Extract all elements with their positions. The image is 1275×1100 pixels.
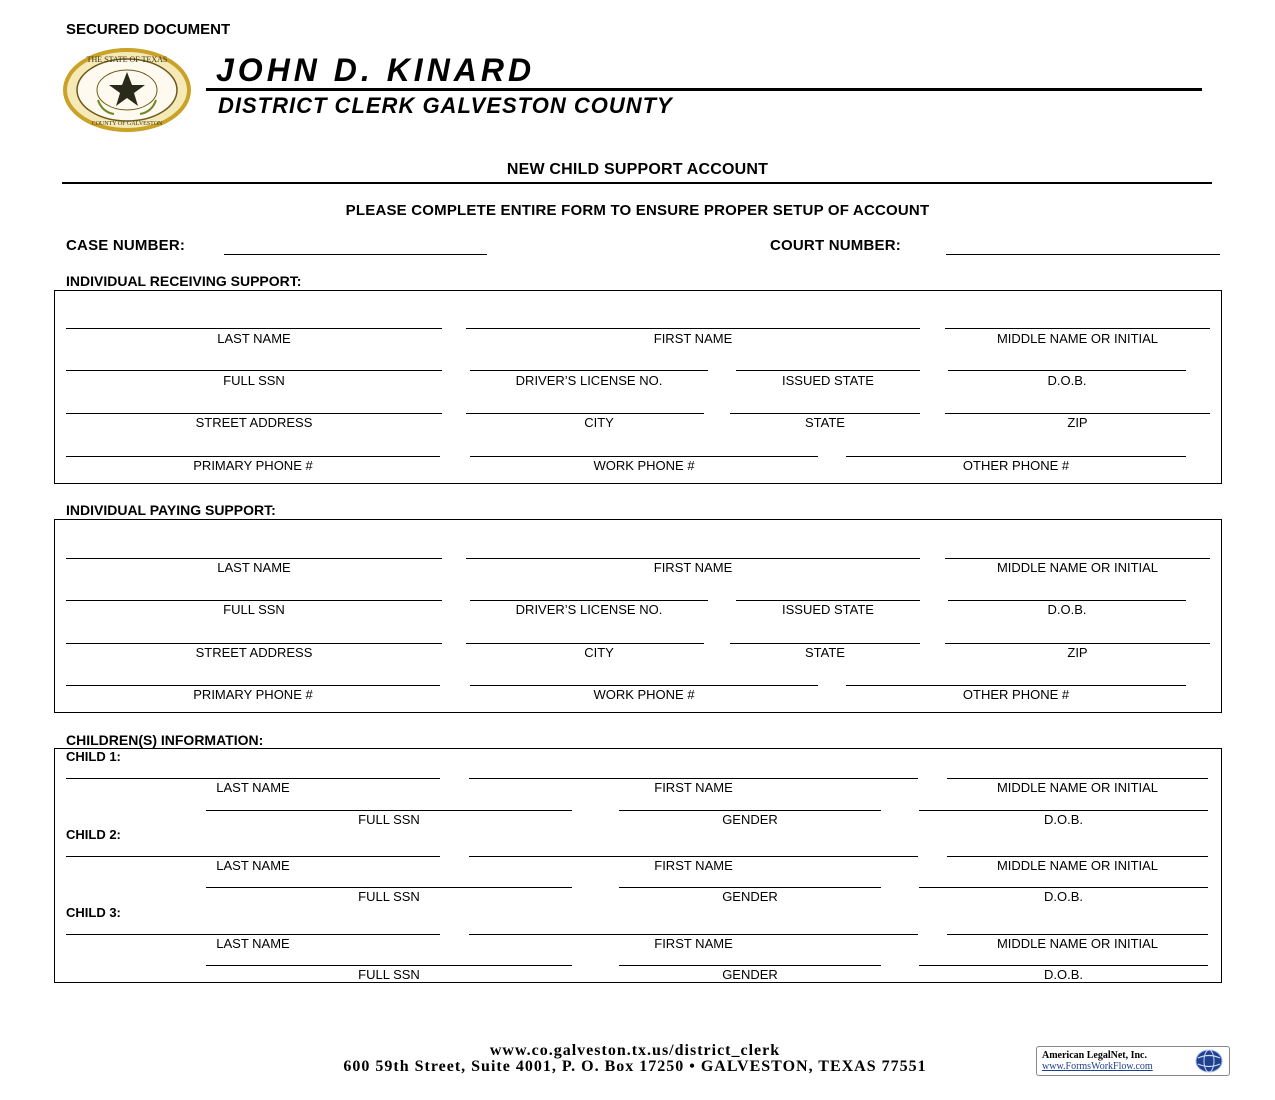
child-3-middle-name-field[interactable] (947, 934, 1208, 935)
child-1-dob-label: D.O.B. (1043, 812, 1083, 827)
title-rule (62, 182, 1212, 184)
footer-address: 600 59th Street, Suite 4001, P. O. Box 17250 • GALVESTON, TEXAS 77551 (343, 1058, 927, 1075)
paying-city-label: CITY (584, 645, 614, 660)
paying-street-label: STREET ADDRESS (195, 645, 313, 660)
child-3-first-name-field[interactable] (469, 934, 918, 935)
court-number-label: COURT NUMBER: (770, 237, 901, 254)
child-3-last-name-label: LAST NAME (216, 936, 290, 951)
child-3-dob-label: D.O.B. (1043, 967, 1083, 982)
receiving-ssn-field[interactable] (66, 370, 442, 371)
child-3-ssn-label: FULL SSN (358, 967, 420, 982)
receiving-last-name-label: LAST NAME (217, 331, 291, 346)
child-1-label: CHILD 1: (66, 749, 121, 764)
child-3-ssn-field[interactable] (206, 965, 572, 966)
receiving-ssn-label: FULL SSN (223, 373, 285, 388)
paying-last-name-label: LAST NAME (217, 560, 291, 575)
header-rule (206, 88, 1202, 91)
child-1-ssn-field[interactable] (206, 810, 572, 811)
child-2-dob-label: D.O.B. (1043, 889, 1083, 904)
badge-url[interactable]: www.FormsWorkFlow.com (1042, 1061, 1153, 1072)
paying-state-field[interactable] (730, 643, 920, 644)
case-number-field[interactable] (224, 254, 487, 255)
child-2-gender-field[interactable] (619, 887, 881, 888)
children-heading: CHILDREN(S) INFORMATION: (66, 732, 264, 748)
paying-city-field[interactable] (466, 643, 704, 644)
child-1-middle-name-field[interactable] (947, 778, 1208, 779)
seal-top-text: THE STATE OF TEXAS (86, 55, 168, 64)
paying-other-phone-label: OTHER PHONE # (962, 687, 1070, 702)
paying-street-field[interactable] (66, 643, 442, 644)
receiving-dl-field[interactable] (470, 370, 708, 371)
paying-work-phone-field[interactable] (470, 685, 818, 686)
child-2-first-name-field[interactable] (469, 856, 918, 857)
receiving-other-phone-label: OTHER PHONE # (962, 458, 1070, 473)
footer-website[interactable]: www.co.galveston.tx.us/district_clerk (489, 1042, 781, 1059)
child-2-ssn-field[interactable] (206, 887, 572, 888)
child-1-middle-name-label: MIDDLE NAME OR INITIAL (996, 780, 1159, 795)
receiving-state-field[interactable] (730, 413, 920, 414)
paying-primary-phone-field[interactable] (66, 685, 440, 686)
child-2-ssn-label: FULL SSN (358, 889, 420, 904)
child-2-label: CHILD 2: (66, 827, 121, 842)
case-number-label: CASE NUMBER: (66, 237, 186, 254)
paying-ssn-label: FULL SSN (223, 602, 285, 617)
form-instruction: PLEASE COMPLETE ENTIRE FORM TO ENSURE PROPER SETUP OF ACCOUNT (345, 202, 930, 219)
receiving-work-phone-field[interactable] (470, 456, 818, 457)
paying-state-label: STATE (805, 645, 845, 660)
child-1-gender-field[interactable] (619, 810, 881, 811)
receiving-city-label: CITY (584, 415, 614, 430)
paying-first-name-label: FIRST NAME (653, 560, 733, 575)
paying-middle-name-field[interactable] (945, 558, 1210, 559)
child-3-gender-field[interactable] (619, 965, 881, 966)
receiving-street-label: STREET ADDRESS (195, 415, 313, 430)
paying-work-phone-label: WORK PHONE # (593, 687, 695, 702)
paying-primary-phone-label: PRIMARY PHONE # (193, 687, 313, 702)
child-2-dob-field[interactable] (919, 887, 1208, 888)
receiving-zip-label: ZIP (1067, 415, 1088, 430)
receiving-first-name-label: FIRST NAME (653, 331, 733, 346)
paying-ssn-field[interactable] (66, 600, 442, 601)
receiving-first-name-field[interactable] (466, 328, 920, 329)
child-1-ssn-label: FULL SSN (358, 812, 420, 827)
paying-other-phone-field[interactable] (846, 685, 1186, 686)
receiving-issued-state-field[interactable] (736, 370, 920, 371)
child-3-gender-label: GENDER (722, 967, 778, 982)
paying-dl-label: DRIVER’S LICENSE NO. (515, 602, 663, 617)
receiving-dob-label: D.O.B. (1047, 373, 1087, 388)
receiving-state-label: STATE (805, 415, 845, 430)
form-title: NEW CHILD SUPPORT ACCOUNT (506, 161, 769, 178)
child-2-middle-name-label: MIDDLE NAME OR INITIAL (996, 858, 1159, 873)
child-2-first-name-label: FIRST NAME (654, 858, 733, 873)
paying-zip-label: ZIP (1067, 645, 1088, 660)
court-number-field[interactable] (946, 254, 1220, 255)
child-1-last-name-field[interactable] (66, 778, 440, 779)
receiving-dl-label: DRIVER’S LICENSE NO. (515, 373, 663, 388)
receiving-street-field[interactable] (66, 413, 442, 414)
receiving-work-phone-label: WORK PHONE # (593, 458, 695, 473)
child-2-gender-label: GENDER (722, 889, 778, 904)
paying-issued-state-field[interactable] (736, 600, 920, 601)
receiving-city-field[interactable] (466, 413, 704, 414)
child-1-gender-label: GENDER (722, 812, 778, 827)
paying-first-name-field[interactable] (466, 558, 920, 559)
paying-dl-field[interactable] (470, 600, 708, 601)
receiving-zip-field[interactable] (945, 413, 1210, 414)
paying-heading: INDIVIDUAL PAYING SUPPORT: (66, 502, 276, 518)
clerk-name: JOHN D. KINARD (216, 52, 536, 88)
paying-issued-state-label: ISSUED STATE (782, 602, 874, 617)
receiving-primary-phone-label: PRIMARY PHONE # (193, 458, 313, 473)
child-3-last-name-field[interactable] (66, 934, 440, 935)
child-2-last-name-field[interactable] (66, 856, 440, 857)
child-1-first-name-label: FIRST NAME (654, 780, 733, 795)
child-3-dob-field[interactable] (919, 965, 1208, 966)
child-2-last-name-label: LAST NAME (216, 858, 290, 873)
receiving-dob-field[interactable] (948, 370, 1186, 371)
receiving-middle-name-field[interactable] (945, 328, 1210, 329)
receiving-middle-name-label: MIDDLE NAME OR INITIAL (996, 331, 1159, 346)
receiving-last-name-field[interactable] (66, 328, 442, 329)
receiving-issued-state-label: ISSUED STATE (782, 373, 874, 388)
child-1-last-name-label: LAST NAME (216, 780, 290, 795)
child-2-middle-name-field[interactable] (947, 856, 1208, 857)
paying-dob-field[interactable] (948, 600, 1186, 601)
forms-workflow-badge[interactable] (1036, 1046, 1230, 1076)
seal-bottom-text: COUNTY OF GALVESTON (91, 121, 163, 127)
child-3-label: CHILD 3: (66, 905, 121, 920)
clerk-title: DISTRICT CLERK GALVESTON COUNTY (218, 93, 673, 118)
child-3-middle-name-label: MIDDLE NAME OR INITIAL (996, 936, 1159, 951)
paying-zip-field[interactable] (945, 643, 1210, 644)
state-seal-icon (62, 48, 192, 132)
child-1-first-name-field[interactable] (469, 778, 918, 779)
badge-company: American LegalNet, Inc. (1042, 1050, 1147, 1061)
secured-document-label: SECURED DOCUMENT (66, 21, 231, 38)
paying-middle-name-label: MIDDLE NAME OR INITIAL (996, 560, 1159, 575)
receiving-heading: INDIVIDUAL RECEIVING SUPPORT: (66, 273, 302, 289)
receiving-other-phone-field[interactable] (846, 456, 1186, 457)
child-3-first-name-label: FIRST NAME (654, 936, 733, 951)
paying-last-name-field[interactable] (66, 558, 442, 559)
child-1-dob-field[interactable] (919, 810, 1208, 811)
globe-icon (1193, 1049, 1225, 1073)
receiving-primary-phone-field[interactable] (66, 456, 440, 457)
paying-dob-label: D.O.B. (1047, 602, 1087, 617)
